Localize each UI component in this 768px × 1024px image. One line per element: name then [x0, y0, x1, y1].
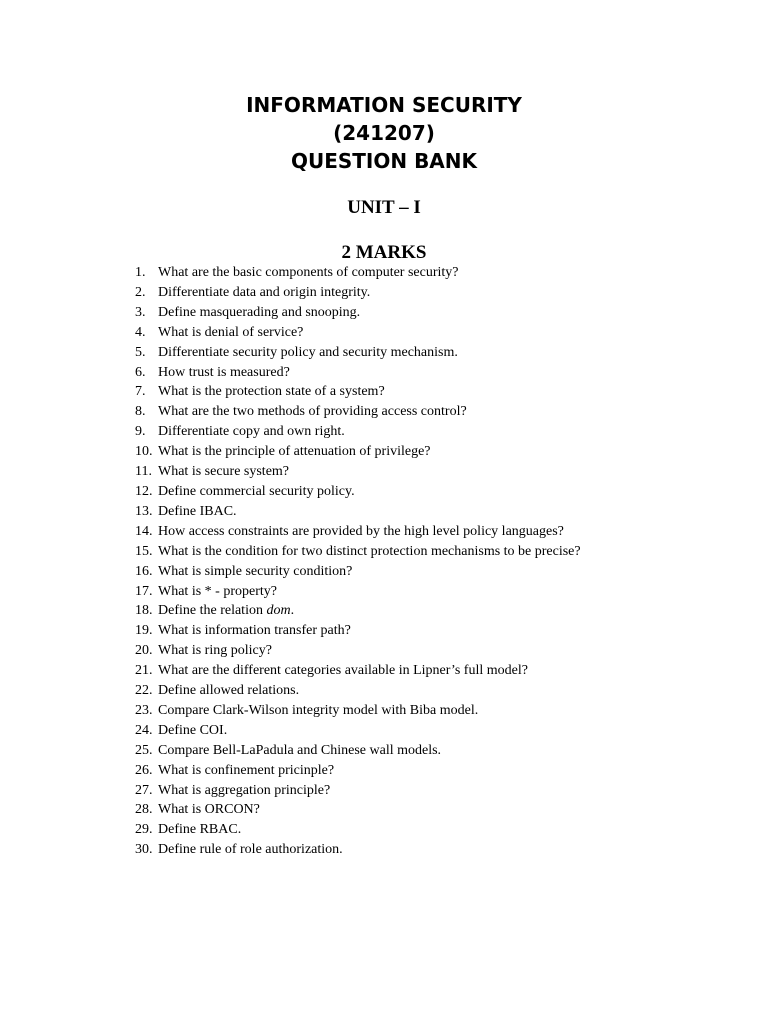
question-text-main: Define RBAC.	[158, 822, 242, 838]
question-number: 7.	[135, 384, 146, 400]
question-number: 16.	[135, 563, 153, 579]
question-text-main: What are the different categories available in Lipner’s full model?	[158, 663, 528, 679]
question-item	[135, 263, 755, 283]
question-number: 11.	[135, 464, 152, 480]
title-line-subject: INFORMATION SECURITY	[246, 93, 522, 117]
question-item	[135, 502, 755, 522]
question-text-main: How trust is measured?	[158, 364, 290, 380]
question-number: 27.	[135, 782, 153, 798]
question-text	[158, 263, 459, 283]
question-text-main: Compare Bell-LaPadula and Chinese wall models.	[158, 742, 442, 758]
title-line-bank: QUESTION BANK	[290, 149, 478, 173]
question-item	[135, 721, 755, 741]
question-text-main: What is the protection state of a system?	[158, 384, 385, 400]
question-item	[135, 582, 755, 602]
question-number: 14.	[135, 523, 153, 539]
question-number: 25.	[135, 742, 153, 758]
question-item	[135, 462, 755, 482]
question-text-main: What is the condition for two distinct protection mechanisms to be precise?	[158, 543, 581, 559]
question-list	[135, 263, 755, 860]
question-text	[158, 363, 290, 383]
question-text	[158, 303, 360, 323]
question-item	[135, 661, 755, 681]
question-item	[135, 542, 755, 562]
question-item	[135, 442, 755, 462]
question-item	[135, 363, 755, 383]
question-text-main: Define rule of role authorization.	[158, 842, 343, 858]
question-number: 10.	[135, 444, 153, 460]
question-number: 13.	[135, 503, 153, 519]
question-text-main: Differentiate copy and own right.	[158, 424, 345, 440]
question-text-main: Define masquerading and snooping.	[158, 304, 361, 320]
question-text-main: What is * - property?	[158, 583, 277, 599]
question-number: 30.	[135, 842, 153, 858]
question-number: 19.	[135, 623, 153, 639]
question-text	[158, 721, 227, 741]
question-number: 20.	[135, 643, 153, 659]
unit-heading: UNIT – I	[347, 197, 421, 218]
question-text-main: What is aggregation principle?	[158, 782, 331, 798]
question-number: 15.	[135, 543, 153, 559]
question-text	[158, 840, 343, 860]
question-item	[135, 820, 755, 840]
question-number: 12.	[135, 483, 153, 499]
question-text	[158, 422, 345, 442]
question-number: 9.	[135, 424, 146, 440]
question-number: 3.	[135, 304, 146, 320]
question-text-main: Define commercial security policy.	[158, 483, 355, 499]
question-text	[158, 582, 277, 602]
question-item	[135, 761, 755, 781]
question-text	[158, 562, 352, 582]
question-item	[135, 621, 755, 641]
question-item	[135, 323, 755, 343]
question-item	[135, 303, 755, 323]
question-text	[158, 741, 441, 761]
question-text-main: What is information transfer path?	[158, 623, 351, 639]
question-text-main: Define the relation	[158, 603, 267, 619]
question-text	[158, 781, 330, 801]
question-text-main: Compare Clark-Wilson integrity model with Biba model.	[158, 702, 479, 718]
question-text-italic: dom	[266, 603, 291, 619]
question-text-main: What is ORCON?	[158, 802, 260, 818]
marks-heading: 2 MARKS	[341, 242, 427, 263]
question-text-main: Differentiate security policy and security mechanism.	[158, 344, 458, 360]
question-text	[158, 323, 303, 343]
question-text	[158, 800, 260, 820]
question-number: 24.	[135, 722, 153, 738]
question-text-main: What are the basic components of computer security?	[158, 265, 459, 280]
question-number: 18.	[135, 603, 153, 619]
question-number: 2.	[135, 284, 146, 300]
question-item	[135, 283, 755, 303]
question-text	[158, 382, 385, 402]
question-item	[135, 800, 755, 820]
question-item	[135, 741, 755, 761]
question-text-main: How access constraints are provided by the high level policy languages?	[158, 523, 564, 539]
question-text	[158, 820, 241, 840]
question-number: 8.	[135, 404, 146, 420]
question-item	[135, 681, 755, 701]
question-text	[158, 701, 478, 721]
question-text	[158, 681, 299, 701]
question-text-main: Define allowed relations.	[158, 683, 300, 699]
question-text	[158, 442, 431, 462]
question-text	[158, 641, 272, 661]
question-text-main: What is denial of service?	[158, 324, 304, 340]
question-text-main: What is the principle of attenuation of privilege?	[158, 444, 431, 460]
question-text	[158, 542, 581, 562]
question-text	[158, 482, 355, 502]
question-text	[158, 502, 237, 522]
question-text	[158, 522, 564, 542]
question-item	[135, 701, 755, 721]
question-text-main: What are the two methods of providing access control?	[158, 404, 467, 420]
question-text	[158, 343, 458, 363]
question-item	[135, 641, 755, 661]
question-item	[135, 422, 755, 442]
question-number: 4.	[135, 324, 146, 340]
question-text-main: What is secure system?	[158, 464, 290, 480]
question-item	[135, 840, 755, 860]
question-item	[135, 781, 755, 801]
question-text-main: Define IBAC.	[158, 503, 237, 519]
question-text	[158, 402, 467, 422]
question-number: 1.	[135, 265, 146, 280]
question-number: 23.	[135, 702, 153, 718]
question-text-main: What is confinement pricinple?	[158, 762, 335, 778]
question-text	[158, 621, 351, 641]
question-item	[135, 522, 755, 542]
question-item	[135, 343, 755, 363]
question-text	[158, 601, 294, 621]
question-number: 26.	[135, 762, 153, 778]
question-number: 6.	[135, 364, 146, 380]
question-number: 17.	[135, 583, 153, 599]
question-text	[158, 462, 289, 482]
question-text	[158, 761, 334, 781]
question-text	[158, 283, 370, 303]
question-text-main: What is simple security condition?	[158, 563, 353, 579]
question-text-main: Define COI.	[158, 722, 228, 738]
question-item	[135, 402, 755, 422]
question-number: 28.	[135, 802, 153, 818]
question-text	[158, 661, 528, 681]
title-line-code: (241207)	[333, 121, 435, 145]
question-number: 29.	[135, 822, 153, 838]
document-title	[0, 91, 768, 175]
question-item	[135, 562, 755, 582]
question-number: 22.	[135, 683, 153, 699]
question-number: 5.	[135, 344, 146, 360]
question-number: 21.	[135, 663, 153, 679]
question-text-suffix: .	[290, 603, 295, 619]
question-text-main: What is ring policy?	[158, 643, 272, 659]
question-item	[135, 382, 755, 402]
question-text-main: Differentiate data and origin integrity.	[158, 284, 371, 300]
question-item	[135, 482, 755, 502]
question-item	[135, 601, 755, 621]
